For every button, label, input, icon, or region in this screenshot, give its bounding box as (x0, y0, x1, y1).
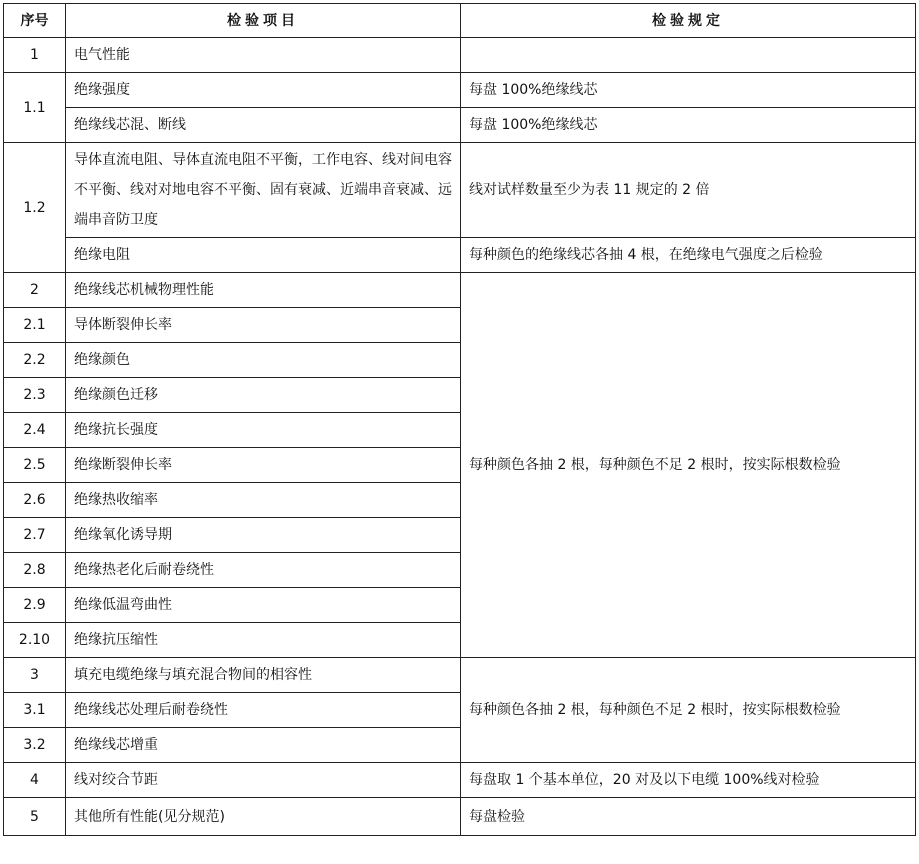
row-rule (461, 38, 916, 73)
row-item: 绝缘线芯处理后耐卷绕性 (66, 693, 461, 728)
table-row (4, 73, 916, 108)
table-row (4, 38, 916, 73)
row-rule: 每种颜色各抽 2 根，每种颜色不足 2 根时，按实际根数检验 (461, 273, 916, 658)
inspection-table (3, 3, 916, 836)
row-no: 2.5 (4, 448, 66, 483)
row-item: 绝缘颜色 (66, 343, 461, 378)
row-item: 绝缘颜色迁移 (66, 378, 461, 413)
row-no: 5 (4, 798, 66, 836)
row-no: 4 (4, 763, 66, 798)
row-rule: 线对试样数量至少为表 11 规定的 2 倍 (461, 143, 916, 238)
row-no: 1.1 (4, 73, 66, 143)
row-item: 绝缘热收缩率 (66, 483, 461, 518)
table-row (4, 273, 916, 308)
row-no: 3 (4, 658, 66, 693)
row-no: 2.1 (4, 308, 66, 343)
row-rule: 每盘 100%绝缘线芯 (461, 73, 916, 108)
row-rule: 每盘检验 (461, 798, 916, 836)
table-row (4, 658, 916, 693)
table-header-row (4, 4, 916, 38)
row-no: 2.2 (4, 343, 66, 378)
row-item: 电气性能 (66, 38, 461, 73)
row-item: 线对绞合节距 (66, 763, 461, 798)
row-no: 3.2 (4, 728, 66, 763)
row-no: 2 (4, 273, 66, 308)
row-item: 绝缘氧化诱导期 (66, 518, 461, 553)
table-row (4, 238, 916, 273)
row-rule: 每盘 100%绝缘线芯 (461, 108, 916, 143)
row-rule: 每盘取 1 个基本单位，20 对及以下电缆 100%线对检验 (461, 763, 916, 798)
row-rule: 每种颜色各抽 2 根，每种颜色不足 2 根时，按实际根数检验 (461, 658, 916, 763)
row-item: 绝缘低温弯曲性 (66, 588, 461, 623)
row-item: 导体直流电阻、导体直流电阻不平衡，工作电容、线对间电容不平衡、线对对地电容不平衡、固有衰减、近端串音衰减、远端串音防卫度 (66, 143, 461, 238)
row-no: 2.10 (4, 623, 66, 658)
row-rule: 每种颜色的绝缘线芯各抽 4 根，在绝缘电气强度之后检验 (461, 238, 916, 273)
row-no: 3.1 (4, 693, 66, 728)
row-item: 绝缘断裂伸长率 (66, 448, 461, 483)
row-item: 绝缘线芯混、断线 (66, 108, 461, 143)
table-row (4, 763, 916, 798)
row-item: 导体断裂伸长率 (66, 308, 461, 343)
row-item: 绝缘强度 (66, 73, 461, 108)
row-no: 2.7 (4, 518, 66, 553)
header-rule: 检验规定 (461, 4, 916, 38)
header-item: 检验项目 (66, 4, 461, 38)
row-no: 2.4 (4, 413, 66, 448)
row-no: 2.8 (4, 553, 66, 588)
row-no: 1 (4, 38, 66, 73)
row-item: 绝缘抗压缩性 (66, 623, 461, 658)
table-row (4, 108, 916, 143)
row-item: 绝缘热老化后耐卷绕性 (66, 553, 461, 588)
table-row (4, 798, 916, 836)
row-no: 1.2 (4, 143, 66, 273)
row-item: 绝缘线芯增重 (66, 728, 461, 763)
row-no: 2.6 (4, 483, 66, 518)
table-row (4, 143, 916, 238)
row-item: 绝缘抗长强度 (66, 413, 461, 448)
row-no: 2.3 (4, 378, 66, 413)
row-item: 绝缘电阻 (66, 238, 461, 273)
row-item: 绝缘线芯机械物理性能 (66, 273, 461, 308)
row-item: 其他所有性能(见分规范) (66, 798, 461, 836)
row-item: 填充电缆绝缘与填充混合物间的相容性 (66, 658, 461, 693)
row-no: 2.9 (4, 588, 66, 623)
header-no: 序号 (4, 4, 66, 38)
